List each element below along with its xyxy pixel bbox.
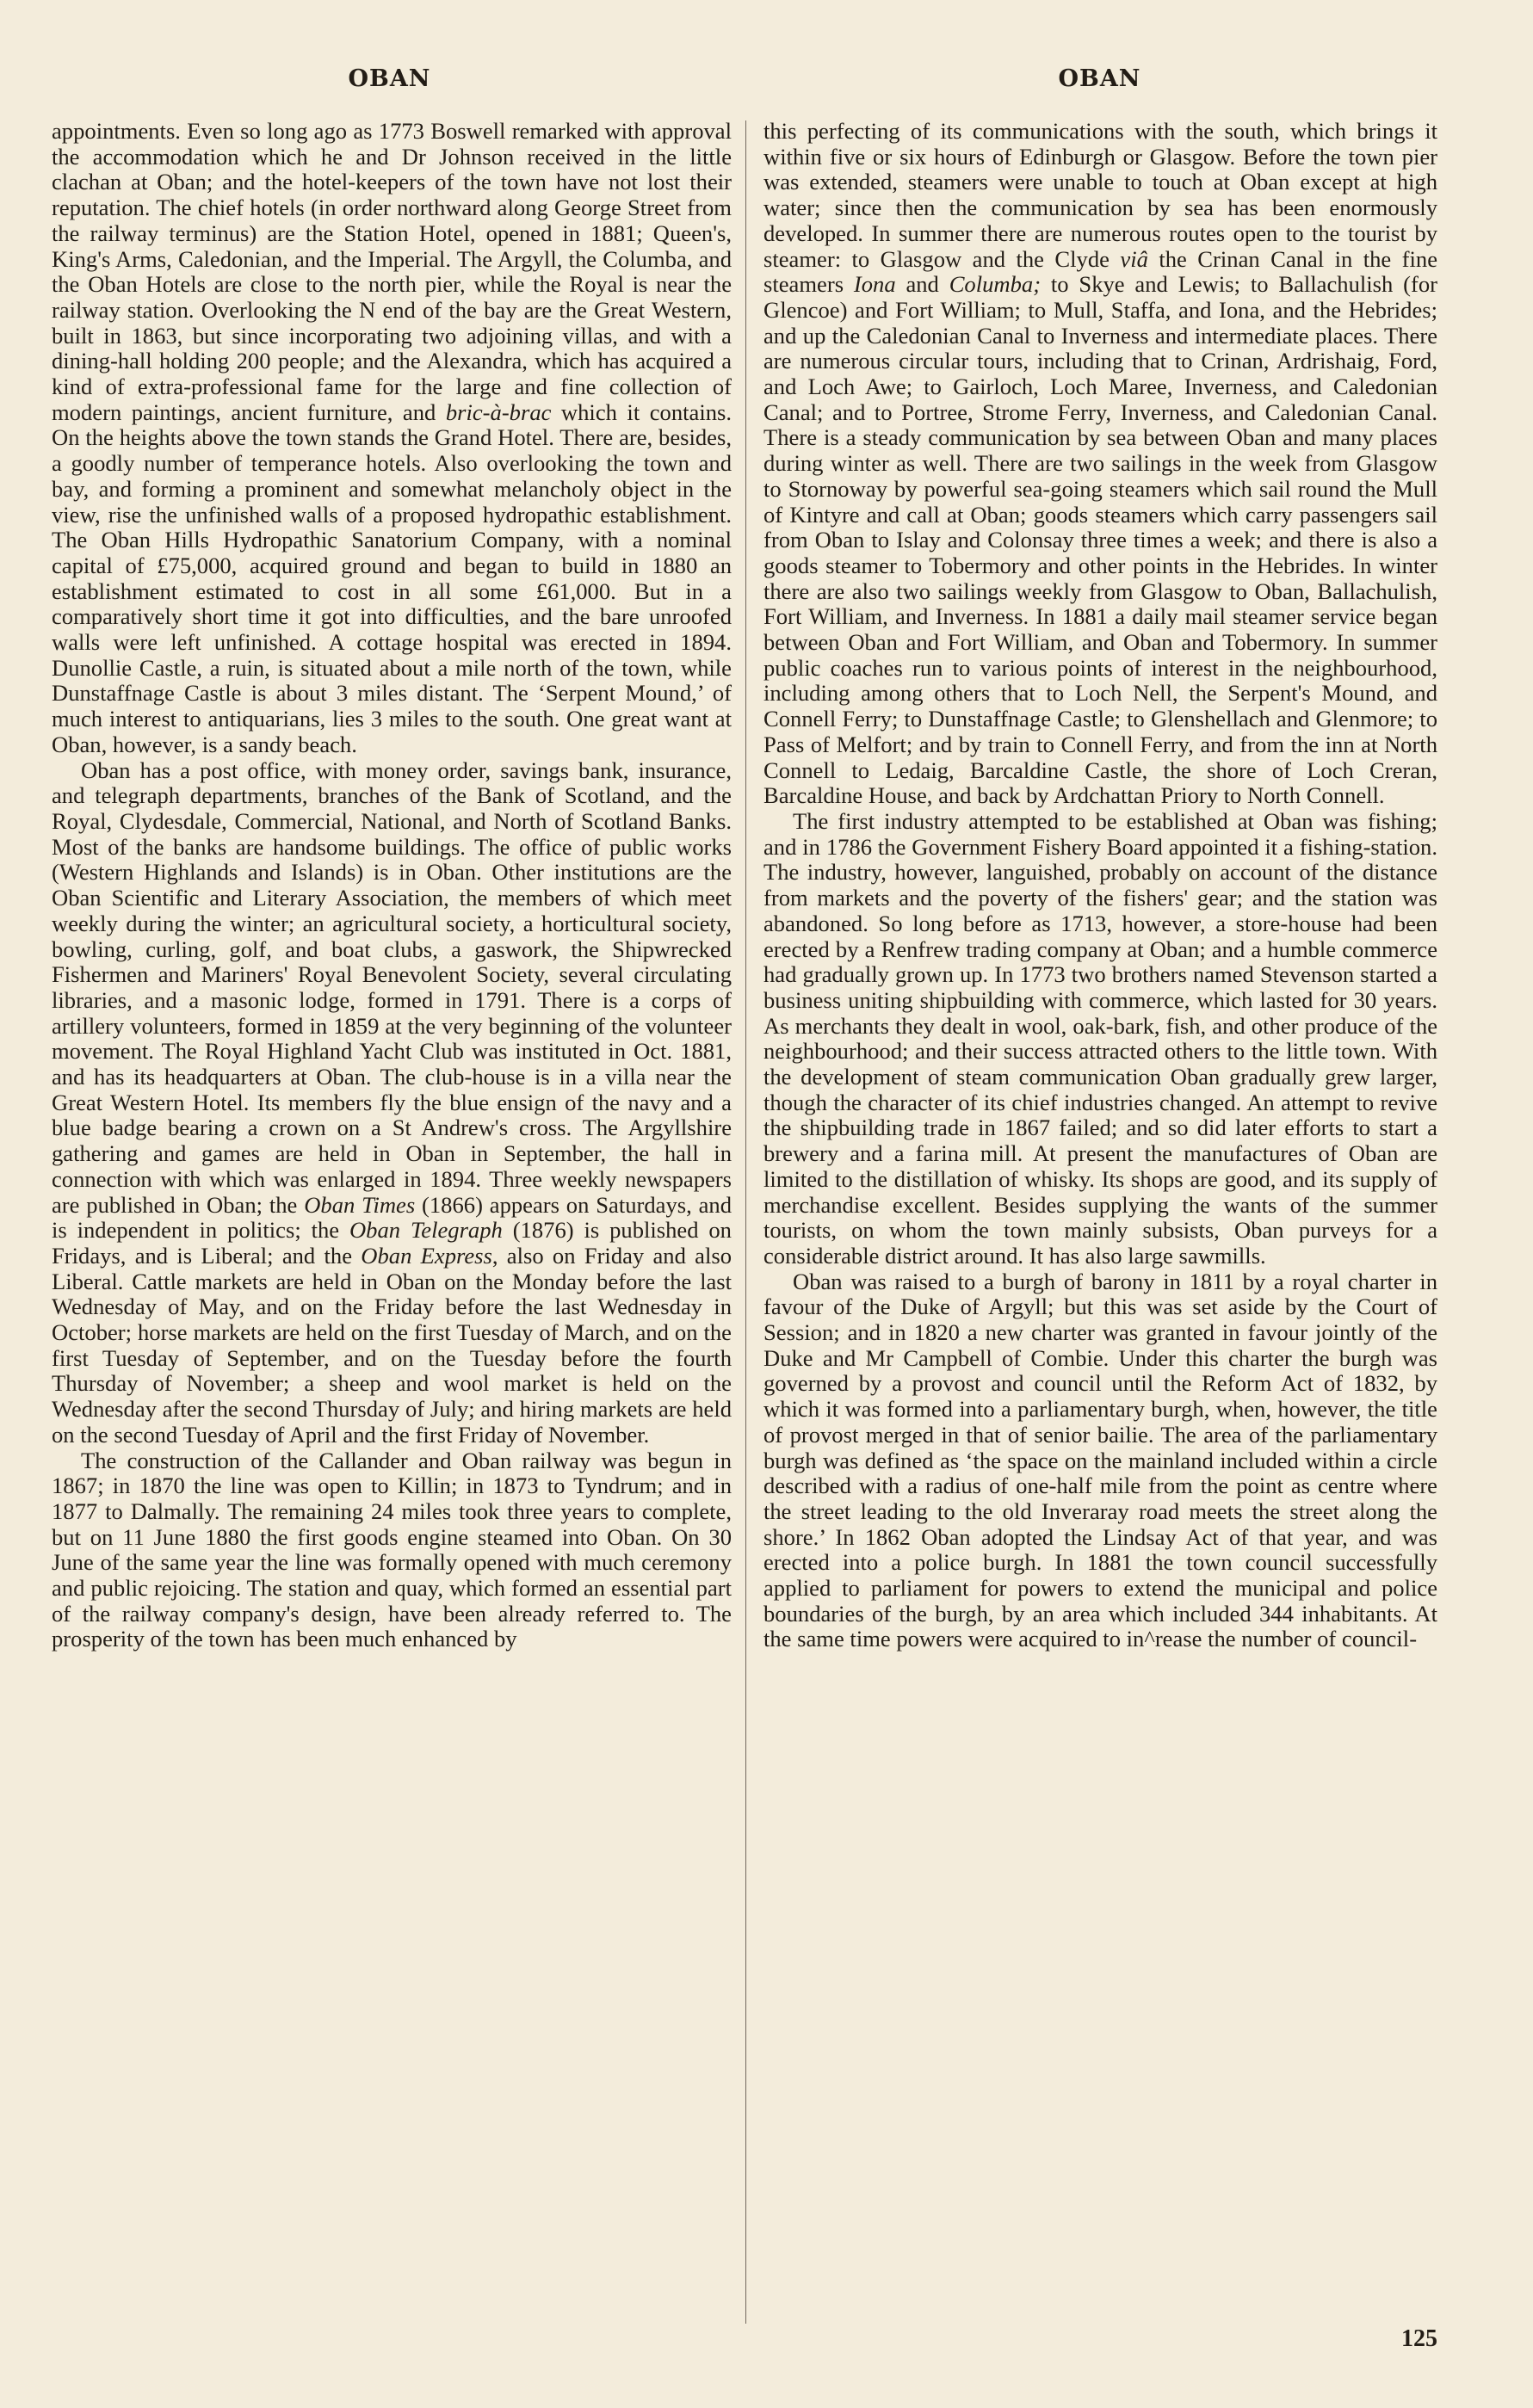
text-run: (1876) is published on Fridays, and is Liberal; and the	[52, 1217, 732, 1269]
text-run: (1866) appears on Saturdays, and is independent in politics; the	[52, 1191, 732, 1244]
paragraph	[763, 809, 1437, 1269]
italic-text: Columba;	[949, 271, 1042, 298]
text-run: The construction of the Callander and Oban railway was begun in 1867; in 1870 the line was open to Killin; in 1873 to Tyndrum; and in 1877 to Dalmally. The remaining 24 miles took three years to complete, but on 11 June 1880 the first goods engine steamed into Oban. On 30 June of the same year the line was formally opened with much ceremony and public rejoicing. The station and quay, which formed an essential part of the railway company's design, have been already referred to. The prosperity of the town has been much enhanced by	[52, 1447, 732, 1652]
paragraph	[52, 1448, 732, 1653]
italic-text: bric-à-brac	[445, 398, 552, 425]
italic-text: Oban Times	[304, 1191, 416, 1218]
text-run: , also on Friday and also Liberal. Cattle markets are held in Oban on the Monday before the last Wednesday of May, and on the Friday before the last Wednesday in October; horse markets are held on the first Tuesday of March, and on the first Tuesday of September, and on the Tuesday before the fourth Thursday of November; a sheep and wool market is held on the Wednesday after the second Thursday of July; and hiring markets are held on the second Tuesday of April and the first Friday of November.	[52, 1242, 732, 1448]
text-run: Oban was raised to a burgh of barony in 1811 by a royal charter in favour of the Duke of Argyll; but this was set aside by the Court of Session; and in 1820 a new charter was granted in favour jointly of the Duke and Mr Campbell of Combie. Under this charter the burgh was governed by a provost and council until the Reform Act of 1832, by which it was formed into a parliamentary burgh, when, however, the title of provost merged in that of senior bailie. The area of the parliamentary burgh was defined as ‘the space on the mainland included within a circle described with a radius of one-half mile from the point as centre where the street leading to the old Inveraray road meets the street along the shore.’ In 1862 Oban adopted the Lindsay Act of that year, and was erected into a police burgh. In 1881 the town council successfully applied to parliament for powers to extend the municipal and police boundaries of the burgh, by an area which included 344 inhabitants. At the same time powers were acquired to in	[763, 1268, 1437, 1652]
left-column	[52, 119, 732, 1652]
paragraph	[52, 119, 732, 758]
paragraph	[763, 1269, 1437, 1653]
text-run: to Skye and Lewis; to Ballachulish (for Glencoe) and Fort William; to Mull, Staffa, and Iona, and the Hebrides; and up the Caledonian Canal to Inverness and intermediate places. There are numerous circular tours, including that to Crinan, Ardrishaig, Ford, and Loch Awe; to Gairloch, Loch Maree, Inverness, and Caledonian Canal; and to Portree, Strome Ferry, Inverness, and Caledonian Canal. There is a steady communication by sea between Oban and many places during winter as well. There are two sailings in the week from Glasgow to Stornoway by powerful sea-going steamers which sail round the Mull of Kintyre and call at Oban; goods steamers which carry passengers sail from Oban to Islay and Colonsay three times a week; and there is also a goods steamer to Tobermory and other points in the Hebrides. In winter there are also two sailings weekly from Glasgow to Oban, Ballachulish, Fort William, and Inverness. In 1881 a daily mail steamer service began between Oban and Fort William, and Oban and Tobermory. In summer public coaches run to various points of interest in the neighbourhood, including among others that to Loch Nell, the Serpent's Mound, and Connell Ferry; to Dunstaffnage Castle; to Glenshellach and Glenmore; to Pass of Melfort; and by train to Connell Ferry, and from the inn at North Connell to Ledaig, Barcaldine Castle, the shore of Loch Creran, Barcaldine House, and back by Ardchattan Priory to North Connell.	[763, 271, 1437, 809]
text-run: ^	[1144, 1626, 1155, 1652]
text-run: which it contains. On the heights above the town stands the Grand Hotel. There are, besides, a goodly number of temperance hotels. Also overlooking the town and bay, and forming a prominent and somewhat melancholy object in the view, rise the unfinished walls of a proposed hydropathic establishment. The Oban Hills Hydropathic Sanatorium Company, with a nominal capital of £75,000, acquired ground and began to build in 1880 an establishment estimated to cost in all some £61,000. But in a comparatively short time it got into difficulties, and the bare unroofed walls were left unfinished. A cottage hospital was erected in 1894. Dunollie Castle, a ruin, is situated about a mile north of the town, while Dunstaffnage Castle is about 3 miles distant. The ‘Serpent Mound,’ of much interest to antiquarians, lies 3 miles to the south. One great want at Oban, however, is a sandy beach.	[52, 398, 732, 757]
text-run: this perfecting of its communications with the south, which brings it within five or six hours of Edinburgh or Glasgow. Before the town pier was extended, steamers were unable to touch at Oban except at high water; since then the communication by sea has been enormously developed. In summer there are numerous routes open to the tourist by steamer: to Glasgow and the Clyde	[763, 118, 1437, 272]
running-head-right: OBAN	[1058, 65, 1141, 92]
text-run: Oban has a post office, with money order, savings bank, insurance, and telegraph departments, branches of the Bank of Scotland, and the Royal, Clydesdale, Commercial, National, and North of Scotland Banks. Most of the banks are handsome buildings. The office of public works (Western Highlands and Islands) is in Oban. Other institutions are the Oban Scientific and Literary Association, the members of which meet weekly during the winter; an agricultural society, a horticultural society, bowling, curling, golf, and boat clubs, a gaswork, the Shipwrecked Fishermen and Mariners' Royal Benevolent Society, several circulating libraries, and a masonic lodge, formed in 1791. There is a corps of artillery volunteers, formed in 1859 at the very beginning of the volunteer movement. The Royal Highland Yacht Club was instituted in Oct. 1881, and has its headquarters at Oban. The club-house is in a villa near the Great Western Hotel. Its members fly the blue ensign of the navy and a blue badge bearing a crown on a St Andrew's cross. The Argyllshire gathering and games are held in Oban in September, the hall in connection with which was enlarged in 1894. Three weekly newspapers are published in Oban; the	[52, 756, 732, 1218]
text-run: The first industry attempted to be established at Oban was fishing; and in 1786 the Government Fishery Board appointed it a fishing-station. The industry, however, languished, probably on account of the distance from markets and the poverty of the fishers' gear; and the station was abandoned. So long before as 1713, however, a store-house had been erected by a Renfrew trading company at Oban; and a humble commerce had gradually grown up. In 1773 two brothers named Stevenson started a business uniting shipbuilding with commerce, which lasted for 30 years. As merchants they dealt in wool, oak-bark, fish, and other produce of the neighbourhood; and their success attracted others to the little town. With the development of steam communication Oban gradually grew larger, though the character of its chief industries changed. An attempt to revive the shipbuilding trade in 1867 failed; and so did later efforts to start a brewery and a farina mill. At present the manufactures of Oban are limited to the distillation of whisky. Its shops are good, and its supply of merchandise excellent. Besides supplying the wants of the summer tourists, on whom the town mainly subsists, Oban purveys for a considerable district around. It has also large sawmills.	[763, 807, 1437, 1269]
italic-text: Iona	[853, 271, 896, 298]
text-run: appointments. Even so long ago as 1773 Boswell remarked with approval the accommodation which he and Dr Johnson received in the little clachan at Oban; and the hotel-keepers of the town have not lost their reputation. The chief hotels (in order northward along George Street from the railway terminus) are the Station Hotel, opened in 1881; Queen's, King's Arms, Caledonian, and the Imperial. The Argyll, the Columba, and the Oban Hotels are close to the north pier, while the Royal is near the railway station. Overlooking the N end of the bay are the Great Western, built in 1863, but since incorporating two adjoining villas, and with a dining-hall holding 200 people; and the Alexandra, which has acquired a kind of extra-professional fame for the large and fine collection of modern paintings, ancient furniture, and	[52, 118, 732, 425]
paragraph	[763, 119, 1437, 809]
paragraph	[52, 758, 732, 1448]
running-head-left: OBAN	[348, 65, 431, 92]
page-number: 125	[1401, 2325, 1437, 2352]
text-run: the Crinan Canal in the fine steamers	[763, 245, 1437, 298]
italic-text: Oban Telegraph	[349, 1217, 503, 1244]
text-run: rease the number of council-	[1154, 1626, 1418, 1652]
italic-text: Oban Express	[361, 1242, 492, 1269]
text-run: and	[895, 271, 949, 298]
italic-text: viâ	[1120, 245, 1148, 272]
column-rule	[745, 120, 746, 2324]
right-column	[763, 119, 1437, 1652]
